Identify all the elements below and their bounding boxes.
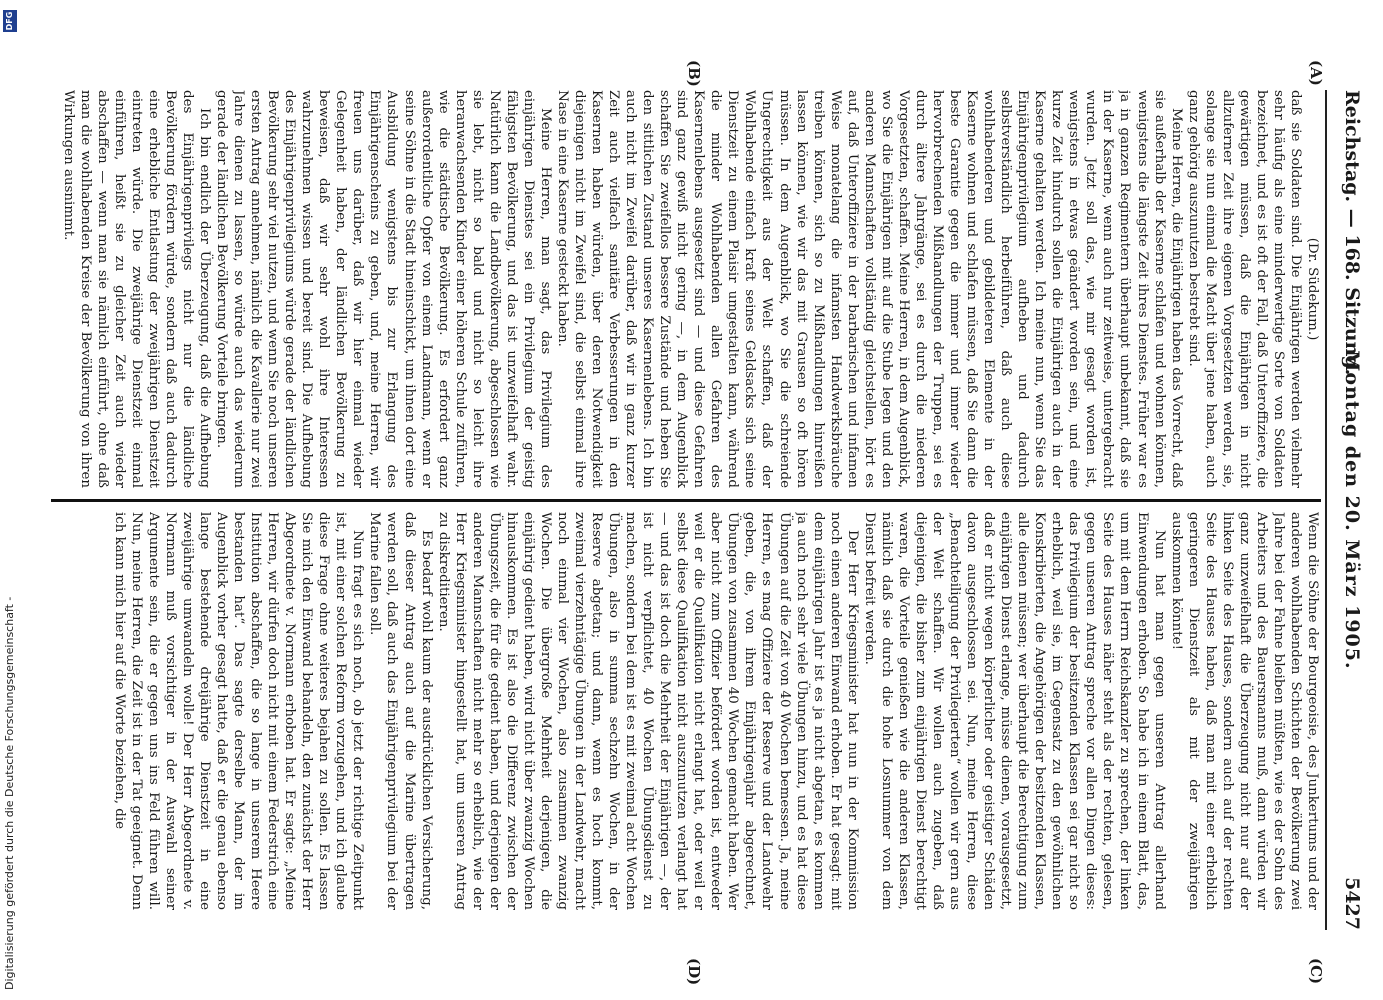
header-left: Reichstag. — 168. Sitzung. bbox=[1341, 90, 1363, 376]
paragraph: daß sie Soldaten sind. Die Einjährigen werden vielmehr sehr häufig als eine minderwertige Sorte von Soldaten bezeichnet, und es ist oft der Fall, daß Unteroffiziere, die gewärtigen müssen, daß die Einjährigen in nicht allzuferner Zeit ihre eigenen Vorgesetzten werden, sie, solange sie nun einmal die Macht über jene haben, auch ganz gehörig auszunutzen bestrebt sind. bbox=[1185, 90, 1303, 488]
header-date: Montag den 20. März 1905. bbox=[1341, 350, 1363, 670]
right-column bbox=[51, 512, 1321, 910]
paragraph: Nun fragt es sich noch, ob jetzt der richtige Zeitpunkt ist, mit einer solchen Reform vorzugehen, und ich glaube diese Frage ohne weiteres bejahen zu sollen. Es lassen Sie mich den Einwand behandeln, den zunächst der Herr Abgeordnete v. Normann erhoben hat. Er sagte: „Meine Herren, wir dürfen doch nicht mit einem Federstrich eine Institution abschaffen, die so lange in unserem Heere bestanden hat“. Das sagte derselbe Mann, der im Augenblick vorher gesagt hatte, daß er die genau ebenso lange bestehende dreijährige Dienstzeit in eine zweijährige umwandeln wolle! Der Herr Abgeordnete v. Normann muß vorsichtiger in der Auswahl seiner Argumente sein, die er gegen uns ins Feld führen will. Nun, meine Herren, die Zeit ist in der Tat geeignet. Denn ich kann mich hier auf die Worte beziehen, die bbox=[111, 512, 366, 910]
left-column bbox=[51, 90, 1321, 488]
header-rule bbox=[1325, 90, 1327, 930]
speaker-tag: (Dr. Südekum.) bbox=[1305, 237, 1320, 341]
paragraph: Der Herr Kriegsminister hat nun in der Kommission noch einen anderen Einwand erhoben. Er hat gesagt: mit dem einjährigen Jahr ist es ja nicht abgetan, es kommen ja auch noch sehr viele Übungen hinzu, und es hat diese Übungen auf die Zeit von 40 Wochen bemessen. Ja, meine Herren, es mag Offiziere der Reserve und der Landwehr geben, die, von ihrem Einjährigenjahr abgerechnet, Übungen von zusammen 40 Wochen gemacht haben. Wer aber nicht zum Offizier befördert worden ist, entweder weil er die Qualifikation nicht erlangt hat, oder weil er selbst diese Qualifikation nicht auszunutzen verlangt hat — und das ist doch die Mehrheit der Einjährigen —, der ist nicht verpflichtet, 40 Wochen Übungsdienst zu machen, sondern bei dem ist es mit zweimal acht Wochen Übungen, also in summa sechzehn Wochen, in der Reserve abgetan; und dann, wenn es hoch kommt, zweimal vierzehntägige Übungen in der Landwehr, macht noch einmal vier Wochen, also zusammen zwanzig Wochen. Die übergroße Mehrheit derjenigen, die einjährig gedient haben, wird nicht über zwanzig Wochen hinauskommen. Es ist also die Differenz zwischen der Übungszeit, die für die gedient haben, und derjenigen der anderen Mannschaften nicht mehr so erheblich, wie der Herr Kriegsminister hingestellt hat, um unseren Antrag zu diskreditieren. bbox=[435, 512, 860, 910]
margin-mark-a: (A) bbox=[1307, 60, 1325, 86]
margin-mark-b: (B) bbox=[685, 60, 703, 87]
page-number: 5427 bbox=[1341, 877, 1363, 930]
paragraph: Meine Herren, die Einjährigen haben das Vorrecht, daß sie außerhalb der Kaserne schlafen und wohnen können, wenigstens die längste Zeit ihres Dienstes. Früher war es ja in ganzen Regimentern überhaupt unbekannt, daß sie in der Kaserne, wenn auch nur zeitweise, untergebracht wurden. Jetzt soll das, wie mir gesagt worden ist, wenigstens in etwas geändert worden sein, und eine kurze Zeit hindurch sollen die Einjährigen auch in der Kaserne gehalten werden. Ich meine nun, wenn Sie das Einjährigenprivilegium aufheben und dadurch selbstverständlich herbeiführen, daß auch diese wohlhabenderen und gebildeteren Elemente in der Kaserne wohnen und schlafen müssen, daß Sie dann die beste Garantie gegen die immer und immer wieder hervorbrechenden Mißhandlungen der Truppen, sei es durch ältere Jahrgänge, sei es durch die niederen Vorgesetzten, schaffen. Meine Herren, in dem Augenblick, wo Sie die Einjährigen mit auf die Stube legen und den anderen Mannschaften vollständig gleichstellen, hört es auf, daß Unteroffiziere in der barbarischen und infamen Weise monatelang die infamsten Handwerksbräuche treiben können, sich so zu Mißhandlungen hinreißen lassen können, wie wir das mit Grausen so oft hören müssen. In dem Augenblick, wo Sie die schreiende Ungerechtigkeit aus der Welt schaffen, daß der Wohlhabende einfach kraft seines Geldsacks sich seine Dienstzeit zu einem Plaisir umgestalten kann, während die minder Wohlhabenden allen Gefahren des Kasernenlebens ausgesetzt sind — und diese Gefahren sind ganz gewiß nicht gering —, in dem Augenblick schaffen Sie zweifellos bessere Zustände und heben Sie den sittlichen Zustand unseres Kasernenlebens. Ich bin auch nicht im Zweifel darüber, daß wir in ganz kurzer Zeit auch vielfach sanitäre Verbesserungen in den Kasernen haben würden, über deren Notwendigkeit diejenigen nicht im Zweifel sind, die selbst einmal ihre Nase in eine Kaserne gesteckt haben. bbox=[554, 90, 1184, 488]
paragraph: Ich bin endlich der Überzeugung, daß die Aufhebung des Einjährigenprivilegs nicht nur die ländliche Bevölkerung fördern würde, sondern daß auch dadurch eine erhebliche Entlastung der zweijährigen Dienstzeit eintreten würde. Die zweijährige Dienstzeit einmal einführen, heißt sie zu gleicher Zeit auch wieder abschaffen — wenn man sie nämlich einführt, ohne daß man die wohlhabenden Kreise der Bevölkerung von ihren Wirkungen ausnimmt. bbox=[60, 90, 212, 488]
paragraph: Meine Herren, man sagt, das Privilegium des einjährigen Dienstes sei ein Privilegium der geistig fähigsten Bevölkerung, und das ist unzweifelhaft wahr. Natürlich kann die Landbevölkerung, abgeschlossen wie sie lebt, nicht so bald und nicht so leicht ihre heranwachsenden Kinder einer höheren Schule zuführen, wie die städtische Bevölkerung. Es erfordert ganz außerordentliche Opfer von einem Landmann, wenn er seine Söhne in die Stadt hineinschickt, um ihnen dort eine Ausbildung wenigstens bis zur Erlangung des Einjährigenscheins zu geben, und, meine Herren, wir freuen uns darüber, daß wir hier einmal wieder Gelegenheit haben, der ländlichen Bevölkerung zu beweisen, daß wir sehr wohl ihre Interessen wahrzunehmen wissen und bereit sind. Die Aufhebung des Einjährigenprivilegiums würde gerade der ländlichen Bevölkerung sehr viel nutzen, und wenn Sie noch unseren ersten Antrag annehmen, nämlich die Kavallerie nur zwei Jahre dienen zu lassen, so würde auch das wiederum gerade der ländlichen Bevölkerung Vorteile bringen. bbox=[214, 90, 553, 488]
column-divider bbox=[51, 499, 1321, 502]
page-header bbox=[1333, 90, 1363, 930]
paragraph: Es bedarf wohl kaum der ausdrücklichen Versicherung, daß dieser Antrag auch auf die Marine übertragen werden soll, daß auch das Einjährigenprivilegium bei der Marine fallen soll. bbox=[367, 512, 434, 910]
credit-text: Digitalisierung gefördert durch die Deutsche Forschungsgemeinschaft - bbox=[3, 596, 16, 990]
paragraph: Nun hat man gegen unseren Antrag allerhand Einwendungen erhoben. So habe ich in einem Blatt, das, um mit dem Herrn Reichskanzler zu sprechen, der linken Seite des Hauses näher steht als der rechten, gelesen, gegen unseren Antrag spreche vor allen Dingen dieses: das Privilegium der besitzenden Klassen sei gar nicht so erheblich, weil sie, im Gegensatz zu den gewöhnlichen Konskribierten, die Angehörigen der besitzenden Klassen, alle dienen müssen; wer überhaupt die Berechtigung zum einjährigen Dienst erlange, müsse dienen, vorausgesetzt, daß er nicht wegen körperlicher oder geistiger Schäden davon ausgeschlossen sei. Nun, meine Herren, diese „Benachteiligung der Privilegierten“ wollen wir gern aus der Welt schaffen. Wir wollen auch zugeben, daß diejenigen, die bisher zum einjährigen Dienst berechtigt waren, die Vorteile genießen wie die anderen Klassen, nämlich daß sie durch die hohe Losnummer von dem Dienst befreit werden. bbox=[861, 512, 1167, 910]
margin-mark-d: (D) bbox=[685, 958, 703, 986]
dfg-logo: DFG bbox=[3, 10, 17, 32]
digitization-credit bbox=[0, 0, 20, 1000]
paragraph: Wenn die Söhne der Bourgeoisie, des Junkertums und der anderen wohlhabenden Schichten der Bevölkerung zwei Jahre bei der Fahne bleiben müßten, wie es der Sohn des Arbeiters und des Bauersmanns muß, dann würden wir ganz unzweifelhaft die Überzeugung nicht nur auf der linken Seite des Hauses, sondern auch auf der rechten Seite des Hauses haben, daß man mit einer erheblich geringeren Dienstzeit als mit der zweijährigen auskommen könnte! bbox=[1168, 512, 1320, 910]
margin-mark-c: (C) bbox=[1307, 958, 1325, 985]
